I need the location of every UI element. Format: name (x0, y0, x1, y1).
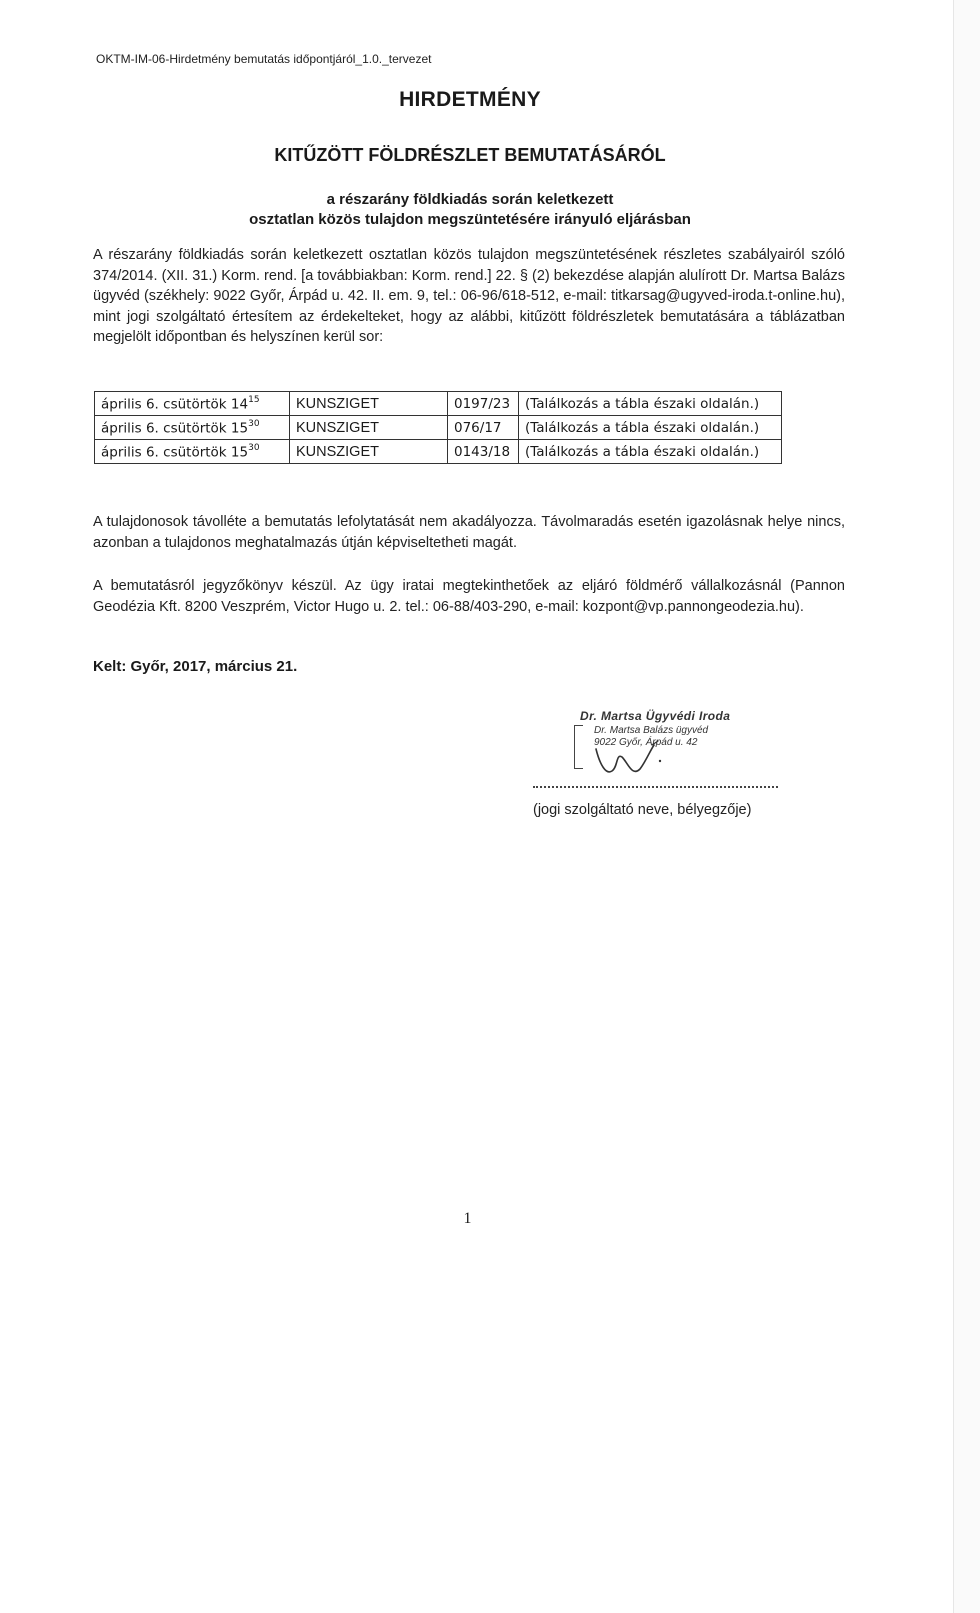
schedule-date: április 6. csütörtök 15 (101, 420, 249, 437)
procedure-context (0, 190, 940, 230)
schedule-time-minutes: 15 (248, 394, 260, 405)
schedule-date-cell (95, 416, 290, 440)
schedule-date-cell (95, 440, 290, 464)
intro-paragraph: A részarány földkiadás során keletkezett osztatlan közös tulajdon megszüntetésének részletes szabályairól szóló 374/2014. (XII. 31.) Korm. rend. [a továbbiakban: Korm. rend.] 22. § (2) bekezdése alapján alulírott Dr. Martsa Balázs ügyvéd (székhely: 9022 Győr, Árpád u. 42. II. em. 9, tel.: 06-96/618-512, e-mail: titkarsag@ugyved-iroda.t-online.hu), mint jogi szolgáltató értesítem az érdekelteket, hogy az alábbi, kitűzött földrészletek bemutatására a táblázatban megjelölt időpontban és helyszínen kerül sor: (93, 247, 845, 345)
table-row (95, 416, 782, 440)
schedule-lot-number: 0197/23 (448, 392, 519, 416)
schedule-date: április 6. csütörtök 15 (101, 444, 249, 461)
stamp-address: 9022 Győr, Árpád u. 42 (594, 737, 698, 748)
schedule-place: KUNSZIGET (290, 392, 448, 416)
handwritten-signature (566, 705, 766, 785)
schedule-date: április 6. csütörtök 14 (101, 396, 249, 413)
signature-dotted-line (533, 786, 778, 788)
office-stamp (566, 705, 766, 785)
schedule-meeting-note: (Találkozás a tábla északi oldalán.) (519, 416, 782, 440)
dated-line: Kelt: Győr, 2017, március 21. (93, 658, 298, 675)
schedule-time-minutes: 30 (248, 442, 260, 453)
schedule-lot-number: 0143/18 (448, 440, 519, 464)
document-title: HIRDETMÉNY (399, 88, 541, 111)
table-row (95, 392, 782, 416)
schedule-date-cell (95, 392, 290, 416)
stamp-office-name: Dr. Martsa Ügyvédi Iroda (580, 709, 731, 723)
document-subtitle: KITŰZÖTT FÖLDRÉSZLET BEMUTATÁSÁRÓL (274, 145, 666, 165)
signature-caption: (jogi szolgáltató neve, bélyegzője) (533, 802, 752, 818)
record-paragraph: A bemutatásról jegyzőkönyv készül. Az ügy iratai megtekinthetőek az eljáró földmérő vállalkozásnál (Pannon Geodézia Kft. 8200 Veszprém, Victor Hugo u. 2. tel.: 06-88/403-290, e-mail: kozpont@vp.pannongeodezia.hu). (93, 578, 845, 615)
page-edge (953, 0, 980, 1613)
table-row (95, 440, 782, 464)
schedule-meeting-note: (Találkozás a tábla északi oldalán.) (519, 392, 782, 416)
stamp-lawyer-name: Dr. Martsa Balázs ügyvéd (594, 725, 709, 736)
schedule-place: KUNSZIGET (290, 416, 448, 440)
page-number: 1 (463, 1210, 472, 1227)
schedule-place: KUNSZIGET (290, 440, 448, 464)
procedure-context-line2: osztatlan közös tulajdon megszüntetésére irányuló eljárásban (249, 211, 691, 228)
procedure-context-line1: a részarány földkiadás során keletkezett (326, 191, 614, 208)
schedule-meeting-note: (Találkozás a tábla északi oldalán.) (519, 440, 782, 464)
absence-paragraph: A tulajdonosok távolléte a bemutatás lefolytatását nem akadályozza. Távolmaradás esetén igazolásnak helye nincs, azonban a tulajdonos meghatalmazás útján képviseltetheti magát. (93, 514, 845, 551)
document-filename-header: OKTM-IM-06-Hirdetmény bemutatás időpontjáról_1.0._tervezet (96, 52, 432, 66)
schedule-time-minutes: 30 (248, 418, 260, 429)
schedule-table (94, 391, 782, 464)
schedule-lot-number: 076/17 (448, 416, 519, 440)
